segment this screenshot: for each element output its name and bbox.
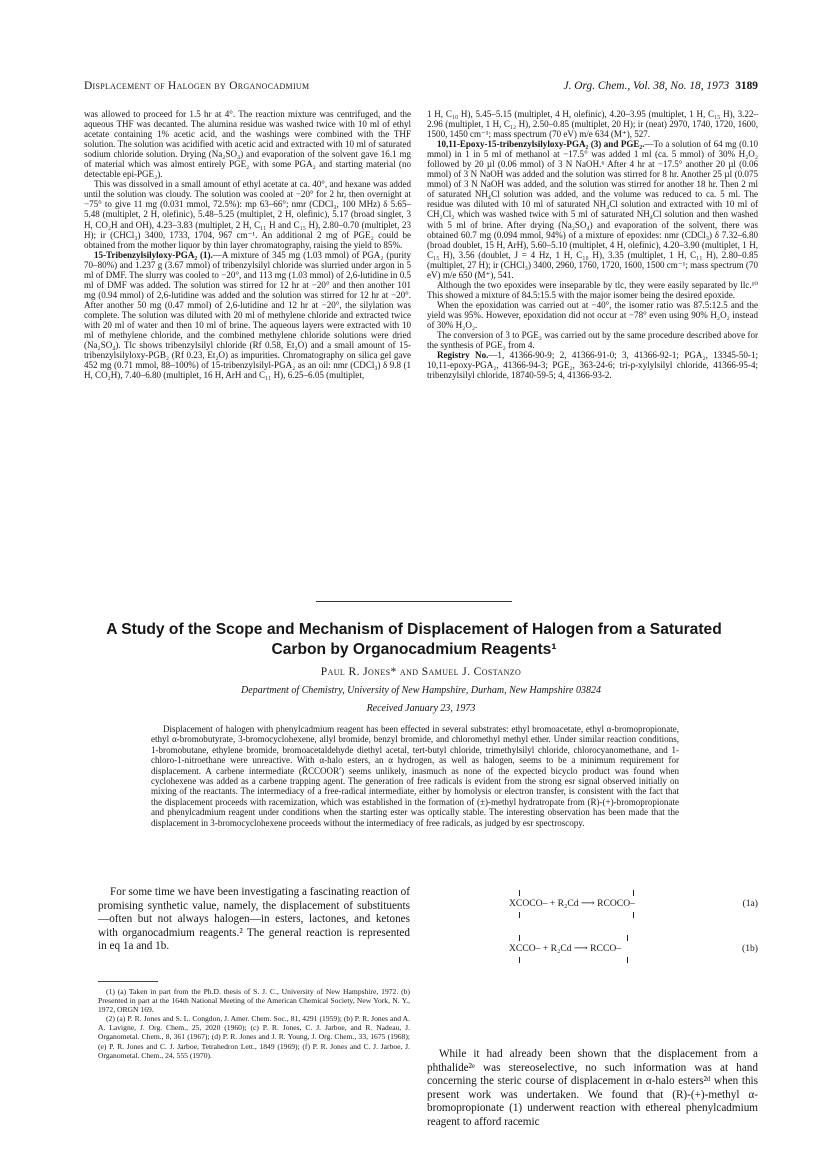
paragraph: When the epoxidation was carried out at −40°, the isomer ratio was 87.5:12.5 and the yield was 95%. However, epoxidation did not occur at −78° even using 90% H₂O₂ instead of 30% H₂O₂.: [427, 299, 758, 330]
bond-line: [633, 912, 634, 918]
introduction: For some time we have been investigating a fascinating reaction of promising synthetic value, namely, the displacement of substituents—often but not always halogen—in esters, lactones, and ketones with organocadmium reagents.² The general reaction is represented in eq 1a and 1b.: [98, 886, 410, 952]
equation-number: (1b): [742, 943, 758, 954]
paragraph: Registry No.—1, 41366-90-9; 2, 41366-91-0; 3, 41366-92-1; PGA₂, 13345-50-1; 10,11-epoxy-PGA₂, 41366-94-3; PGE₂, 363-24-6; tri-p-xylylsilyl chloride, 41366-95-4; tribenzylsilyl chloride, 18740-59-5; 4, 41366-93-2.: [427, 350, 758, 381]
running-title: Displacement of Halogen by Organocadmium: [84, 80, 310, 92]
body-text-right: While it had already been shown that the displacement from a phthalide²ᵉ was stereoselective, no such information was at hand concerning the steric course of displacement in α-halo esters²ᵈ when this present work was undertaken. We found that (R)-(+)-methyl α-bromopropionate (1) underwent reaction with ethereal phenylcadmium reagent to afford racemic: [427, 1048, 758, 1128]
left-column-experimental: [84, 109, 411, 380]
received-date: Received January 23, 1973: [366, 703, 476, 714]
section-heading: 10,11-Epoxy-15-tribenzylsilyloxy-PGA₂ (3) and PGE₂.: [437, 139, 645, 150]
paragraph: 15-Tribenzylsilyloxy-PGA₂ (1).—A mixture of 345 mg (1.03 mmol) of PGA₂ (purity 70–80%) and 1.237 g (3.67 mmol) of tribenzylsilyl chloride was slurried under argon in 5 ml of DMF. The slurry was cooled to −20°, and 113 mg (1.03 mmol) of 2,6-lutidine in 0.5 ml of DMF was added. The solution was stirred for 12 hr at −20° and then another 101 mg (0.94 mmol) of 2,6-lutidine was added and the solution was stirred for 12 hr at −20°. After another 50 mg (0.47 mmol) of 2,6-lutidine and 12 hr at −20°, the silylation was complete. The solution was diluted with 20 ml of methylene chloride and extracted twice with 20 ml of water and then 10 ml of brine. The aqueous layers were extracted with 10 ml of methylene chloride, and the combined methylene chloride solutions were dried (Na₂SO₄). Tlc shows tribenzylsilyl chloride (Rf 0.58, Et₂O) and a small amount of 15-tribenzylsilyloxy-PGB₂ (Rf 0.23, Et₂O) as impurities. Chromatography on silica gel gave 452 mg (0.71 mmol, 88–100%) of 15-tribenzylsilyl-PGA₂ as an oil: nmr (CDCl₃) δ 9.8 (1 H, CO₂H), 7.40–6.80 (multiplet, 16 H, ArH and C₁₁ H), 6.25–6.05 (multiplet,: [84, 249, 411, 381]
paragraph: 10,11-Epoxy-15-tribenzylsilyloxy-PGA₂ (3) and PGE₂.—To a solution of 64 mg (0.10 mmol) in 1 in 5 ml of methanol at −17.5° was added 1 ml (ca. 5 mmol) of 30% H₂O₂ followed by 20 µl (0.06 mmol) of 3 N NaOH.⁶ After 4 hr at −17.5° another 20 µl (0.06 mmol) of 3 N NaOH was added and the solution was stirred for 8 hr. Another 25 µl (0.075 mmol) of 3 N NaOH was added, and the solution was stirred for another 18 hr. Then 2 ml of saturated NH₄Cl solution was added, and the volume was reduced to ca. 5 ml. The residue was diluted with 10 ml of saturated NH₄Cl solution and extracted with 10 ml of CH₂Cl₂ which was washed twice with 5 ml of saturated NH₄Cl solution and then washed with 5 ml of brine. After drying (Na₂SO₄) and evaporation of the solvent, there was obtained 60.7 mg (0.094 mmol, 94%) of a mixture of epoxides: nmr (CDCl₃) δ 7.32–6.80 (broad doublet, 15 H, ArH), 5.60–5.10 (multiplet, 4 H, olefinic), 4.20–3.90 (multiplet, 1 H, C₁₅ H), 3.56 (doublet, J = 4 Hz, 1 H, C₁₀ H), 3.35 (multiplet, 1 H, C₁₁ H), 2.80–0.85 (multiplet, 27 H); ir (CHCl₃) 3400, 2960, 1760, 1720, 1600, 1500 cm⁻¹; mass spectrum (70 eV) m/e 650 (M⁺), 541.: [427, 139, 759, 280]
paragraph: 1 H, C₁₀ H), 5.45–5.15 (multiplet, 4 H, olefinic), 4.20–3.95 (multiplet, 1 H, C₁₅ H), 3.22–2.96 (multiplet, 1 H, C₁₂ H), 2.50–0.85 (multiplet, 20 H); ir (neat) 2970, 1740, 1720, 1600, 1500, 1450 cm⁻¹; mass spectrum (70 eV) m/e 634 (M⁺), 527.: [427, 109, 758, 140]
paragraph: Although the two epoxides were inseparable by tlc, they were easily separated by llc.¹⁰ This showed a mixture of 84.5:15.5 with the major isomer being the desired epoxide.: [427, 279, 758, 300]
footnote: (1) (a) Taken in part from the Ph.D. thesis of S. J. C., University of New Hampshire, 1972. (b) Presented in part at the 164th National Meeting of the American Chemical Society, New York, N. Y., 1972, ORGN 169.: [98, 987, 410, 1015]
equations: [427, 887, 758, 967]
running-header: [84, 80, 758, 96]
registry-heading: Registry No.: [437, 350, 489, 361]
authors: Paul R. Jones* and Samuel J. Costanzo: [320, 666, 522, 678]
equation-1a: XCOCO– + R₂Cd ⟶ RCOCO– (1a): [509, 892, 758, 914]
footnote-divider: [98, 981, 158, 982]
equation-number: (1a): [742, 898, 758, 909]
abstract: Displacement of halogen with phenylcadmium reagent has been effected in several substrates: ethyl bromoacetate, ethyl α-bromopropionate, ethyl α-bromobutyrate, 3-bromocyclohexene, allyl bromide, benzyl bromide, and chloromethyl methyl ether. Under similar reaction conditions, 1-bromobutane, ethylene bromide, bromoacetaldehyde diethyl acetal, tert-butyl chloride, trimethylsilyl chloride, chlorocyanomethane, and 1-chloro-1-nitroethane were unreactive. With α-halo esters, an α hydrogen, as well as halogen, seems to be a minimum requirement for displacement. A carbene intermediate (R̈CCOOR′) seems unlikely, inasmuch as none of the expected bicyclo product was found when cyclohexene was added as a carbene trapping agent. The generation of free radicals is evident from the strong esr signal observed initially on mixing of the reactants. The intermediacy of a free-radical intermediate, either by homolysis or electron transfer, is consistent with the fact that the displacement proceeds with racemization, which was established in the formation of (±)-methyl hydratropate from (R)-(+)-bromopropionate and phenylcadmium reagent under conditions when the starting ester was optically stable. The interesting observation has been made that the displacement in 3-bromocyclohexene proceeds without the intermediacy of free radicals, as judged by esr spectroscopy.: [151, 724, 679, 828]
section-heading: 15-Tribenzylsilyloxy-PGA₂ (1).: [94, 249, 213, 260]
bond-line: [627, 957, 628, 963]
journal-citation: J. Org. Chem., Vol. 38, No. 18, 1973 3189: [563, 80, 758, 92]
bond-line: [519, 890, 520, 896]
article-title: A Study of the Scope and Mechanism of Displacement of Halogen from a Saturated Carbon by Organocadmium Reagents¹: [106, 621, 722, 658]
equation-1b: XCCO– + R₂Cd ⟶ RCCO– (1b): [509, 937, 758, 959]
page-number: 3189: [735, 80, 758, 92]
bond-line: [519, 935, 520, 941]
affiliation: Department of Chemistry, University of New Hampshire, Durham, New Hampshire 03824: [241, 685, 601, 696]
footnotes: [98, 987, 410, 1060]
bond-line: [633, 890, 634, 896]
bond-line: [627, 935, 628, 941]
section-divider: [316, 601, 512, 602]
footnote: (2) (a) P. R. Jones and S. L. Congdon, J. Amer. Chem. Soc., 81, 4291 (1959); (b) P. R. Jones and A. A. Lavigne, J. Org. Chem., 25, 2020 (1960); (c) P. R. Jones, C. J. Jarboe, and R. Nadeau, J. Organometal. Chem., 8, 361 (1967); (d) P. R. Jones and J. R. Young, J. Org. Chem., 33, 1675 (1968); (e) P. R. Jones and C. J. Jarboe, Tetrahedron Lett., 1849 (1969); (f) P. R. Jones and C. J. Jarboe, J. Organometal. Chem., 24, 555 (1970).: [98, 1014, 410, 1060]
paragraph: was allowed to proceed for 1.5 hr at 4°. The reaction mixture was centrifuged, and the aqueous THF was decanted. The alumina residue was washed twice with 10 ml of ethyl acetate containing 1% acetic acid, and the washings were combined with the THF solution. The solution was acidified with acetic acid and extracted with 10 ml of saturated sodium chloride solution. Drying (Na₂SO₄) and evaporation of the solvent gave 16.1 mg of material which was almost entirely PGE₂ with some PGA₂ and starting material (no detectable epi-PGE₂).: [84, 109, 411, 180]
right-column-experimental: [427, 109, 758, 380]
paragraph: This was dissolved in a small amount of ethyl acetate at ca. 40°, and hexane was added until the solution was cloudy. The solution was cooled at −20° for 2 hr, then overnight at −75° to give 11 mg (0.031 mmol, 72.5%): mp 63–66°; nmr (CDCl₃, 100 MHz) δ 5.65–5.48 (multiplet, 2 H, olefinic), 5.48–5.25 (multiplet, 2 H, olefinic), 5.17 (broad singlet, 3 H, CO₂H and OH), 4.23–3.83 (multiplet, 2 H, C₁₁ H and C₁₅ H), 2.80–0.70 (multiplet, 23 H); ir (CHCl₃) 3400, 1733, 1704, 967 cm⁻¹. An additional 2 mg of PGE₂ could be obtained from the mother liquor by thin layer chromatography, raising the yield to 85%.: [84, 179, 411, 250]
paragraph: The conversion of 3 to PGE₂ was carried out by the same procedure described above for the synthesis of PGE₂ from 4.: [427, 330, 758, 351]
bond-line: [519, 957, 520, 963]
bond-line: [519, 912, 520, 918]
